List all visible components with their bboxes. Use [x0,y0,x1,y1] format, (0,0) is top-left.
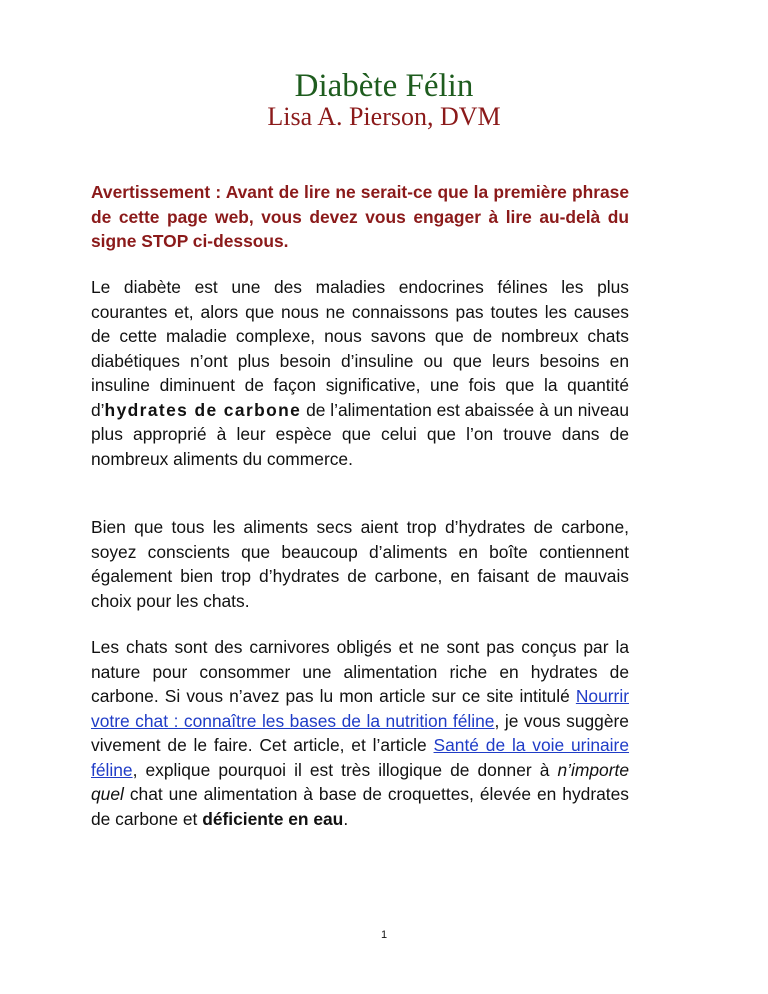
emphasis-water-deficient: déficiente en eau [202,808,344,829]
paragraph-1 [91,275,629,471]
paragraph-3-text-d: chat une alimentation à base de croquettes, élevée en hydrates de carbone et [91,784,629,829]
paragraph-3-text-b: , je vous suggère vivement de le faire. Cet article, et l’article [91,710,629,755]
paragraph-1-text-a: Le diabète est une des maladies endocrines félines les plus courantes et, alors que nous ne connaissons pas toutes les causes de cette maladie complexe, nous savons que de nombreux chats diabétiques n’ont plus besoin d’insuline ou que leurs besoins en insuline diminuent de façon significative, une fois que la quantité d’ [91,277,629,420]
paragraph-1-text-b: de l’alimentation est abaissée à un niveau plus approprié à leur espèce que celui que l’on trouve dans de nombreux aliments du commerce. [91,399,629,469]
link-urinary-tract-health[interactable]: Santé de la voie urinaire féline [91,735,630,780]
document-title: Diabète Félin [294,68,474,104]
paragraph-3-text-c: , explique pourquoi il est très illogique de donner à [132,759,558,780]
emphasis-carbohydrates: hydrates de carbone [104,399,302,420]
emphasis-any-cat: n’importe quel [91,759,629,804]
paragraph-3-text-a: Les chats sont des carnivores obligés et ne sont pas conçus par la nature pour consommer une alimentation riche en hydrates de carbone. Si vous n’avez pas lu mon article sur ce site intitulé [91,637,629,706]
page-number: 1 [380,929,388,941]
link-feeding-your-cat[interactable]: Nourrir votre chat : connaître les bases de la nutrition féline [91,686,629,731]
document-author: Lisa A. Pierson, DVM [267,102,501,131]
paragraph-3-text-e: . [343,808,349,829]
paragraph-3 [91,635,629,831]
warning-paragraph: Avertissement : Avant de lire ne serait-ce que la première phrase de cette page web, vous devez vous engager à lire au-delà du signe STOP ci-dessous. [91,182,629,251]
paragraph-2: Bien que tous les aliments secs aient trop d’hydrates de carbone, soyez conscients que beaucoup d’aliments en boîte contiennent également bien trop d’hydrates de carbone, en faisant de mauvais choix pour les chats. [91,517,629,611]
